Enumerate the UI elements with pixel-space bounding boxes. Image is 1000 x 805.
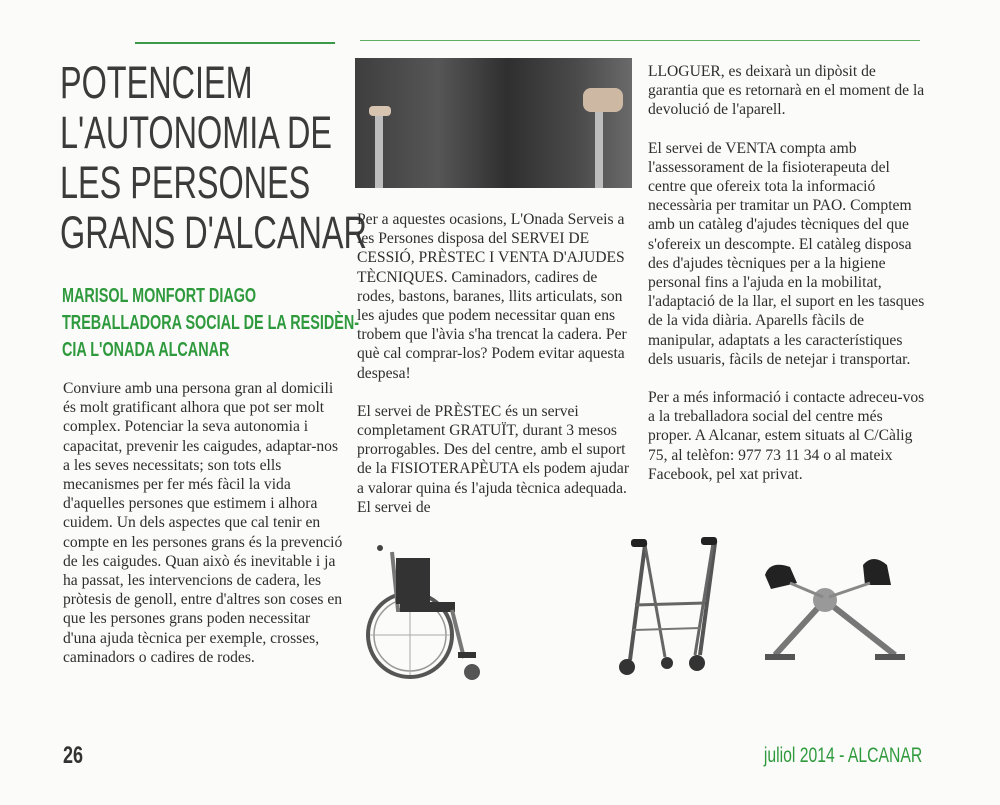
col2-paragraph-2: El servei de PRÈSTEC és un servei completament GRATUÏT, durant 3 mesos prorrogables. Des del centre, amb el suport de la FISIOTERAPÈUTA els podem ajudar a valorar quina és l'ajuda tècnica adequada. El servei de	[357, 402, 630, 516]
col2-paragraph-1: Per a aquestes ocasions, L'Onada Serveis a les Persones disposa del SERVEI DE CESSIÓ, PRÈSTEC I VENTA D'AJUDES TÈCNIQUES. Caminadors, cadires de rodes, bastons, baranes, llits articulats, son les ajudes que podem necessitar quan ens trobem que l'àvia s'ha trencat la cadera. Per què cal comprar-los? Podem evitar aquesta despesa!	[357, 211, 627, 382]
top-rule-right	[360, 40, 920, 41]
wheelchair-icon	[360, 540, 490, 690]
author-name: MARISOL MONFORT DIAGO	[62, 285, 257, 307]
col1-paragraph-1: Conviure amb una persona gran al domicili és molt gratificant alhora que pot ser molt complex. Potenciar la seva autonomia i capacitat, prevenir les caigudes, adaptar-nos a les seves necessitats; son tots ells mecanismes per fer més fàcil la vida d'aquelles persones que estimem i alhora cuidem. Un dels aspectes que cal tenir en compte en les persones grans és la prevenció de les caigudes. Quan això és inevitable i ja ha passat, les intervencions de cadera, les pròtesis de genoll, entre d'altres son coses en que les persones grans poden necessitar d'una ajuda tècnica per exemple, crosses, caminadors o cadires de rodes.	[63, 380, 343, 666]
top-rule-left	[135, 42, 335, 44]
pedal-exerciser-icon	[755, 555, 915, 675]
col3-paragraph-1: LLOGUER, es deixarà un dipòsit de garantia que es retornarà en el moment de la devolució de l'aparell.	[648, 63, 925, 119]
column-3	[648, 62, 928, 503]
column-1	[63, 379, 343, 686]
title-line-1: POTENCIEM	[60, 57, 253, 108]
author-role-line-2: CIA L'ONADA ALCANAR	[62, 339, 230, 361]
author-byline	[62, 283, 360, 364]
col3-paragraph-2: El servei de VENTA compta amb l'assessorament de la fisioterapeuta del centre que ofereix tota la informació necessària per tramitar un PAO. Comptem amb un catàleg d'ajudes tècniques del que s'ofereix un descompte. El catàleg disposa des d'ajudes tècniques per a la higiene personal fins a l'ajuda en la mobilitat, l'adaptació de la llar, el suport en les tasques de la vida diària. Aparells fàcils de manipular, adaptats a les característiques dels usuaris, fàcils de netejar i transportar.	[648, 139, 925, 368]
col3-paragraph-3: Per a més informació i contacte adreceu-vos a la treballadora social del centre més proper. A Alcanar, estem situats al C/Càlig 75, al telèfon: 977 73 11 34 o al mateix Facebook, pel xat privat.	[648, 389, 925, 483]
title-line-3: LES PERSONES	[60, 157, 311, 208]
walker-photo	[355, 58, 632, 188]
walker-icon	[605, 535, 725, 685]
title-line-2: L'AUTONOMIA DE	[60, 107, 333, 158]
title-line-4: GRANS D'ALCANAR	[60, 207, 367, 258]
column-2	[357, 210, 632, 536]
article-title	[60, 57, 367, 258]
issue-date: juliol 2014 - ALCANAR	[763, 744, 922, 767]
page-number: 26	[63, 742, 84, 769]
author-role-line-1: TREBALLADORA SOCIAL DE LA RESIDÈN-	[62, 312, 360, 334]
